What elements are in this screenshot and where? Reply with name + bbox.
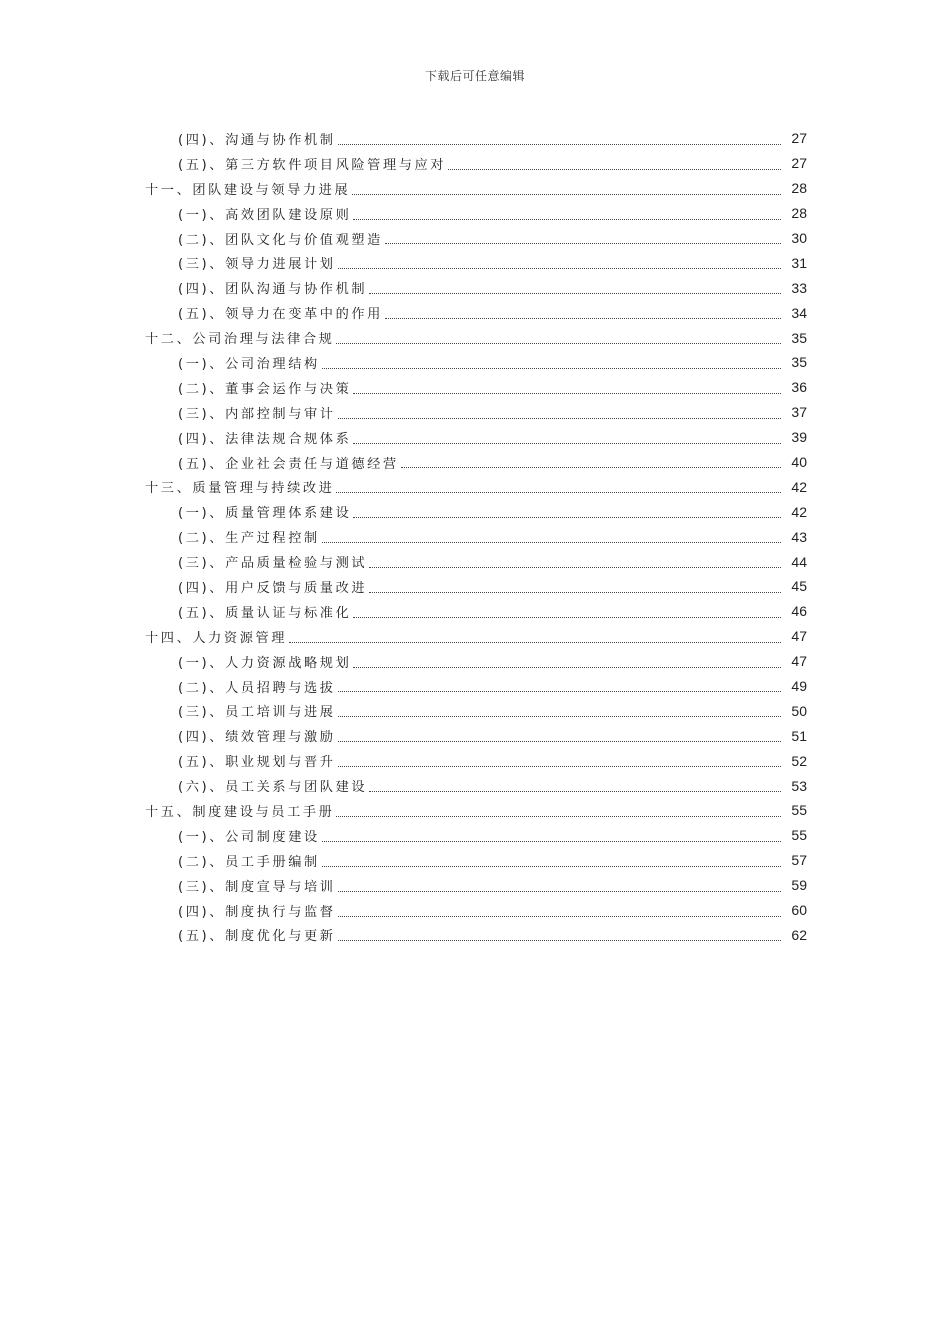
toc-dot-leader: [338, 268, 781, 269]
toc-dot-leader: [338, 741, 781, 742]
toc-dot-leader: [338, 144, 781, 145]
toc-page-number: 45: [791, 578, 807, 595]
page-header-note: 下载后可任意编辑: [424, 69, 525, 83]
toc-section-entry[interactable]: [0, 748, 950, 773]
toc-section-entry[interactable]: [0, 923, 950, 948]
toc-dot-leader: [448, 169, 781, 170]
toc-chapter-entry[interactable]: [0, 798, 950, 823]
toc-dot-leader: [322, 841, 781, 842]
toc-entry-title: (一)、公司治理结构: [178, 356, 320, 372]
toc-chapter-entry[interactable]: [0, 474, 950, 499]
toc-dot-leader: [353, 393, 781, 394]
toc-entry-title: (一)、公司制度建设: [178, 829, 320, 845]
toc-dot-leader: [369, 293, 781, 294]
toc-entry-title: (五)、质量认证与标准化: [178, 605, 352, 621]
toc-page-number: 57: [791, 852, 807, 869]
toc-page-number: 27: [791, 155, 807, 172]
toc-entry-title: (四)、团队沟通与协作机制: [178, 282, 368, 298]
toc-page-number: 33: [791, 279, 807, 296]
table-of-contents: [0, 126, 950, 947]
toc-entry-title: (五)、职业规划与晋升: [178, 755, 336, 771]
toc-entry-title: (二)、人员招聘与选拔: [178, 680, 336, 696]
toc-entry-title: (四)、法律法规合规体系: [178, 431, 352, 447]
toc-entry-title: (一)、人力资源战略规划: [178, 655, 352, 671]
toc-entry-title: (五)、制度优化与更新: [178, 929, 336, 945]
toc-dot-leader: [353, 517, 781, 518]
toc-section-entry[interactable]: [0, 226, 950, 251]
toc-page-number: 60: [791, 902, 807, 919]
toc-page-number: 53: [791, 777, 807, 794]
toc-dot-leader: [369, 567, 781, 568]
toc-entry-title: 十一、团队建设与领导力进展: [145, 182, 351, 198]
toc-page-number: 35: [791, 354, 807, 371]
toc-page-number: 39: [791, 429, 807, 446]
toc-entry-title: (二)、员工手册编制: [178, 854, 320, 870]
toc-page-number: 47: [791, 628, 807, 645]
toc-entry-title: (六)、员工关系与团队建设: [178, 780, 368, 796]
toc-dot-leader: [353, 667, 781, 668]
toc-page-number: 59: [791, 877, 807, 894]
toc-entry-title: (四)、制度执行与监督: [178, 904, 336, 920]
toc-entry-title: (四)、沟通与协作机制: [178, 132, 336, 148]
toc-page-number: 47: [791, 653, 807, 670]
toc-page-number: 35: [791, 329, 807, 346]
toc-entry-title: 十四、人力资源管理: [145, 630, 288, 646]
toc-section-entry[interactable]: [0, 275, 950, 300]
toc-page-number: 55: [791, 802, 807, 819]
toc-dot-leader: [322, 542, 781, 543]
toc-page-number: 62: [791, 926, 807, 943]
toc-dot-leader: [338, 691, 781, 692]
toc-chapter-entry[interactable]: [0, 624, 950, 649]
toc-page-number: 42: [791, 503, 807, 520]
toc-entry-title: (一)、质量管理体系建设: [178, 506, 352, 522]
toc-page-number: 27: [791, 130, 807, 147]
toc-section-entry[interactable]: [0, 649, 950, 674]
toc-page-number: 37: [791, 404, 807, 421]
toc-dot-leader: [385, 318, 781, 319]
toc-entry-title: (四)、绩效管理与激励: [178, 730, 336, 746]
toc-dot-leader: [338, 716, 781, 717]
toc-entry-title: (二)、董事会运作与决策: [178, 381, 352, 397]
toc-entry-title: (四)、用户反馈与质量改进: [178, 580, 368, 596]
toc-entry-title: (三)、领导力进展计划: [178, 257, 336, 273]
toc-section-entry[interactable]: [0, 873, 950, 898]
toc-page-number: 51: [791, 727, 807, 744]
toc-section-entry[interactable]: [0, 723, 950, 748]
toc-section-entry[interactable]: [0, 773, 950, 798]
toc-entry-title: 十五、制度建设与员工手册: [145, 804, 335, 820]
toc-section-entry[interactable]: [0, 599, 950, 624]
toc-section-entry[interactable]: [0, 499, 950, 524]
toc-section-entry[interactable]: [0, 574, 950, 599]
toc-entry-title: (二)、团队文化与价值观塑造: [178, 232, 383, 248]
toc-page-number: 40: [791, 454, 807, 471]
toc-section-entry[interactable]: [0, 549, 950, 574]
toc-page-number: 31: [791, 254, 807, 271]
toc-entry-title: (三)、员工培训与进展: [178, 705, 336, 721]
toc-entry-title: (三)、产品质量检验与测试: [178, 556, 368, 572]
toc-page-number: 46: [791, 603, 807, 620]
toc-page-number: 43: [791, 528, 807, 545]
toc-dot-leader: [322, 368, 781, 369]
toc-entry-title: (三)、制度宣导与培训: [178, 879, 336, 895]
toc-section-entry[interactable]: [0, 898, 950, 923]
toc-section-entry[interactable]: [0, 126, 950, 151]
toc-page-number: 44: [791, 553, 807, 570]
toc-section-entry[interactable]: [0, 674, 950, 699]
toc-section-entry[interactable]: [0, 151, 950, 176]
toc-page-number: 55: [791, 827, 807, 844]
toc-dot-leader: [353, 617, 781, 618]
toc-chapter-entry[interactable]: [0, 325, 950, 350]
toc-dot-leader: [401, 467, 781, 468]
toc-page-number: 28: [791, 205, 807, 222]
toc-entry-title: (五)、第三方软件项目风险管理与应对: [178, 157, 447, 173]
toc-dot-leader: [353, 219, 781, 220]
toc-dot-leader: [338, 418, 781, 419]
toc-dot-leader: [385, 243, 781, 244]
toc-page-number: 36: [791, 379, 807, 396]
toc-section-entry[interactable]: [0, 250, 950, 275]
toc-page-number: 28: [791, 180, 807, 197]
toc-entry-title: (一)、高效团队建设原则: [178, 207, 352, 223]
toc-section-entry[interactable]: [0, 350, 950, 375]
toc-dot-leader: [369, 592, 781, 593]
toc-section-entry[interactable]: [0, 300, 950, 325]
toc-dot-leader: [369, 791, 781, 792]
toc-entry-title: 十二、公司治理与法律合规: [145, 332, 335, 348]
toc-dot-leader: [338, 940, 781, 941]
toc-section-entry[interactable]: [0, 698, 950, 723]
toc-section-entry[interactable]: [0, 375, 950, 400]
toc-section-entry[interactable]: [0, 848, 950, 873]
toc-dot-leader: [322, 866, 781, 867]
toc-entry-title: (三)、内部控制与审计: [178, 406, 336, 422]
toc-page-number: 50: [791, 702, 807, 719]
toc-page-number: 42: [791, 478, 807, 495]
toc-section-entry[interactable]: [0, 450, 950, 475]
toc-dot-leader: [338, 891, 781, 892]
toc-dot-leader: [336, 492, 781, 493]
toc-entry-title: 十三、质量管理与持续改进: [145, 481, 335, 497]
toc-dot-leader: [289, 642, 781, 643]
toc-section-entry[interactable]: [0, 201, 950, 226]
toc-page-number: 49: [791, 678, 807, 695]
toc-page-number: 52: [791, 752, 807, 769]
toc-section-entry[interactable]: [0, 425, 950, 450]
toc-section-entry[interactable]: [0, 400, 950, 425]
toc-entry-title: (五)、企业社会责任与道德经营: [178, 456, 399, 472]
toc-entry-title: (二)、生产过程控制: [178, 531, 320, 547]
toc-chapter-entry[interactable]: [0, 176, 950, 201]
toc-dot-leader: [336, 343, 781, 344]
toc-section-entry[interactable]: [0, 524, 950, 549]
toc-section-entry[interactable]: [0, 823, 950, 848]
toc-entry-title: (五)、领导力在变革中的作用: [178, 307, 383, 323]
toc-dot-leader: [338, 766, 781, 767]
toc-dot-leader: [338, 916, 781, 917]
toc-dot-leader: [353, 443, 781, 444]
toc-page-number: 34: [791, 304, 807, 321]
toc-page-number: 30: [791, 230, 807, 246]
toc-dot-leader: [352, 194, 781, 195]
toc-dot-leader: [336, 816, 781, 817]
